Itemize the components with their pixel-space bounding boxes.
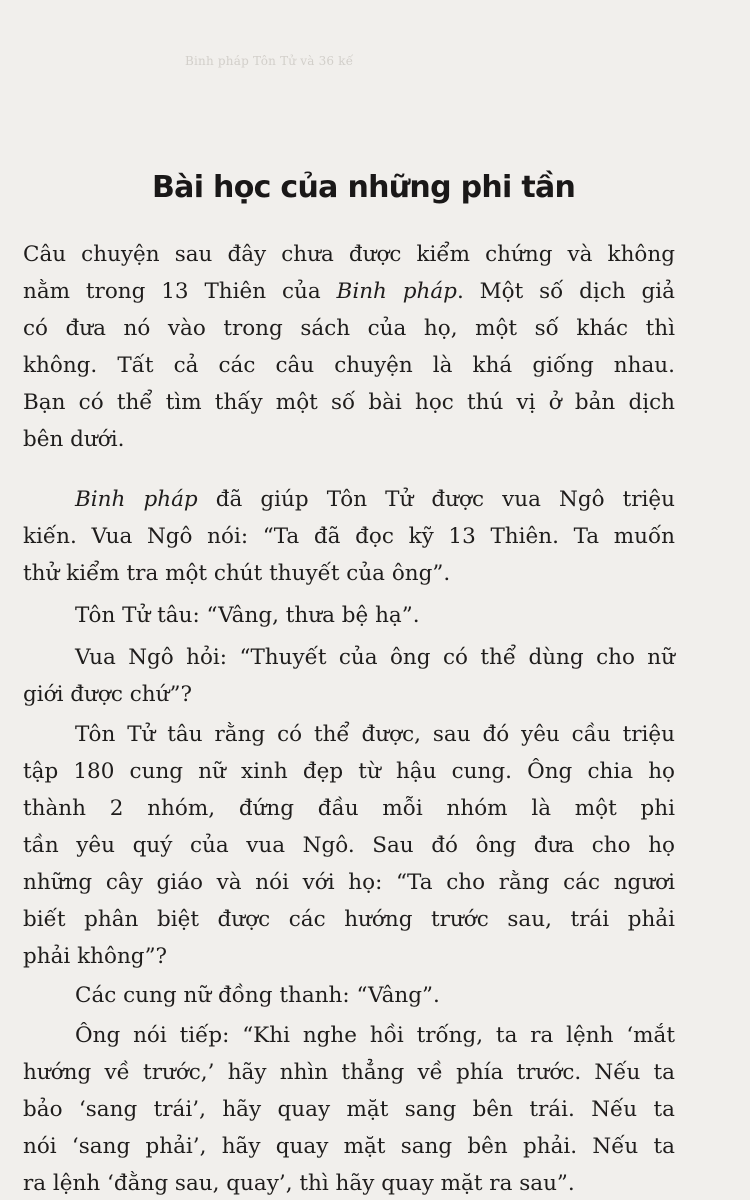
paragraph-question bbox=[23, 639, 675, 713]
text-line: biết phân biệt được các hướng trước sau, trái phải bbox=[23, 907, 675, 932]
paragraph-assembly bbox=[23, 716, 675, 975]
paragraph-orders bbox=[23, 1017, 675, 1200]
text-line: hướng về trước,’ hãy nhìn thẳng về phía trước. Nếu ta bbox=[23, 1060, 675, 1085]
text-line: tần yêu quý của vua Ngô. Sau đó ông đưa cho họ bbox=[23, 833, 675, 858]
text-line: nói ‘sang phải’, hãy quay mặt sang bên phải. Nếu ta bbox=[23, 1134, 675, 1159]
chapter-title: Bài học của những phi tần bbox=[152, 170, 576, 205]
text-line: Binh pháp đã giúp Tôn Tử được vua Ngô triệu bbox=[75, 487, 675, 512]
text-line: Câu chuyện sau đây chưa được kiểm chứng và không bbox=[23, 242, 675, 267]
text-line: Bạn có thể tìm thấy một số bài học thú vị ở bản dịch bbox=[23, 390, 675, 415]
text-line: thành 2 nhóm, đứng đầu mỗi nhóm là một phi bbox=[23, 796, 675, 821]
text-line: Tôn Tử tâu: “Vâng, thưa bệ hạ”. bbox=[75, 603, 420, 628]
paragraph-intro bbox=[23, 236, 675, 458]
text-line: không. Tất cả các câu chuyện là khá giống nhau. bbox=[23, 353, 675, 378]
paragraph-audience bbox=[23, 481, 675, 592]
text-line: Tôn Tử tâu rằng có thể được, sau đó yêu cầu triệu bbox=[75, 722, 675, 747]
text-line: tập 180 cung nữ xinh đẹp từ hậu cung. Ông chia họ bbox=[23, 759, 675, 784]
text-line: nằm trong 13 Thiên của Binh pháp. Một số dịch giả bbox=[23, 279, 675, 304]
paragraph-answer bbox=[23, 977, 675, 1014]
text-line: giới được chứ”? bbox=[23, 682, 192, 707]
text-line: ra lệnh ‘đằng sau, quay’, thì hãy quay mặt ra sau”. bbox=[23, 1171, 575, 1196]
text-line: có đưa nó vào trong sách của họ, một số khác thì bbox=[23, 316, 675, 341]
text-line: Các cung nữ đồng thanh: “Vâng”. bbox=[75, 983, 440, 1008]
text-line: phải không”? bbox=[23, 944, 168, 969]
text-line: những cây giáo và nói với họ: “Ta cho rằng các ngươi bbox=[23, 870, 675, 895]
text-line: thử kiểm tra một chút thuyết của ông”. bbox=[23, 561, 451, 586]
text-line: kiến. Vua Ngô nói: “Ta đã đọc kỹ 13 Thiên. Ta muốn bbox=[23, 524, 675, 549]
text-line: Ông nói tiếp: “Khi nghe hồi trống, ta ra lệnh ‘mắt bbox=[75, 1023, 675, 1048]
text-line: bên dưới. bbox=[23, 427, 125, 452]
running-head: Binh pháp Tôn Tử và 36 kế bbox=[185, 54, 354, 68]
text-line: bảo ‘sang trái’, hãy quay mặt sang bên trái. Nếu ta bbox=[23, 1097, 675, 1122]
text-line: Vua Ngô hỏi: “Thuyết của ông có thể dùng cho nữ bbox=[75, 645, 675, 670]
paragraph-reply bbox=[23, 597, 675, 634]
